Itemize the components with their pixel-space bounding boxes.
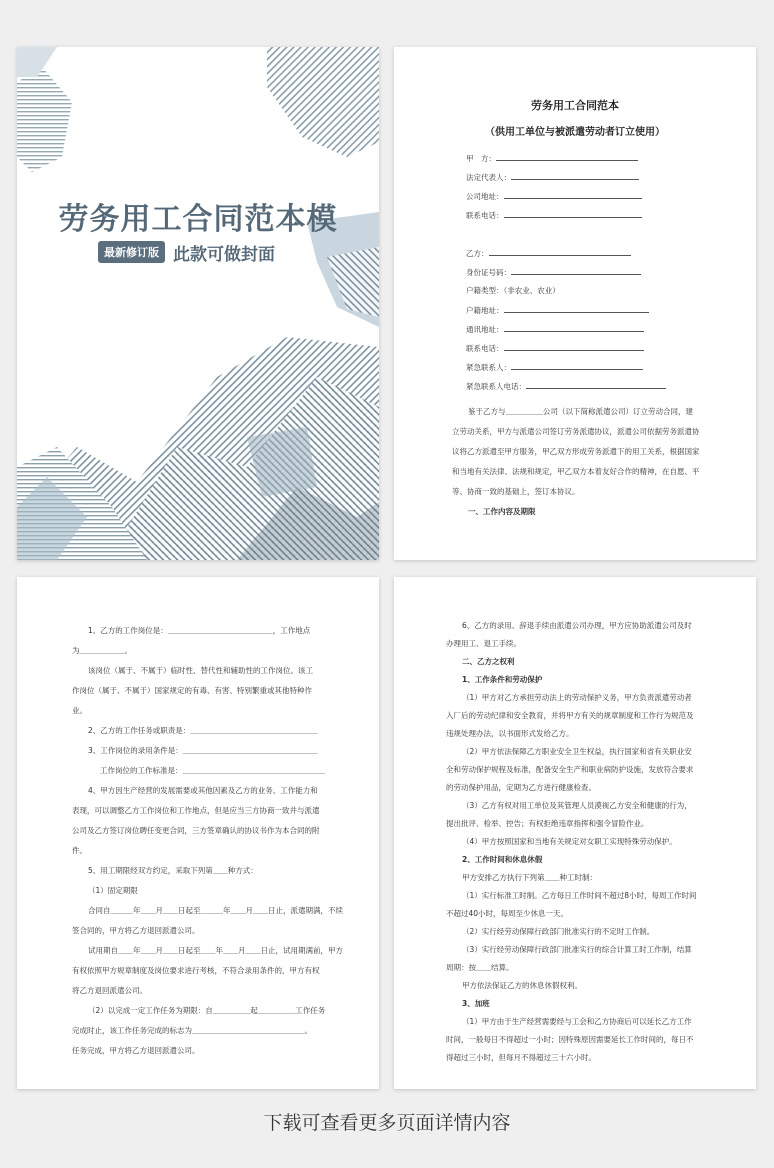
- download-hint[interactable]: 下载可查看更多页面详情内容: [263, 1112, 511, 1134]
- contract-page-2: [17, 577, 379, 1089]
- edition-badge: 最新修订版: [98, 241, 165, 263]
- section-heading: 一、工作内容及期限: [468, 507, 536, 516]
- cover-title: 劳务用工合同范本模: [58, 202, 338, 237]
- field-id-number: 身份证号码：: [466, 266, 641, 278]
- field-household-address: 户籍地址：: [466, 304, 649, 316]
- field-party-b: 乙方：: [466, 247, 631, 259]
- page3-body: 1、乙方的工作岗位是：＿＿＿＿＿＿＿＿＿＿＿＿＿＿，工作地点 为＿＿＿＿＿＿。 该岗位（属于、不属于）临时性、替代性和辅助性的工作岗位。该工 作岗位（属于、不属于）国家规定的有毒、有害、特别繁重或其他特种作 业。 2、乙方的工作任务或职责是：＿＿＿＿＿＿＿＿＿＿＿＿＿＿＿＿＿ 3、工作岗位的录用条件是：＿＿＿＿＿＿＿＿＿＿＿＿＿＿＿＿＿＿ 工作岗位的工作标准是：＿＿＿＿＿＿＿＿＿＿＿＿＿＿＿＿＿＿＿ 4、甲方因生产经营的发展需要或其他因素及乙方的业务、工作能力和 表现，可以调整乙方工作岗位和工作地点，但是应当三方协商一致并与派遣 公司及乙方签订岗位聘任变更合同，三方签章确认的协议书作为本合同的附 件。 5、用工期限经双方约定，采取下列第＿＿种方式： （1）固定期限 合同自＿＿＿年＿＿月＿＿日起至＿＿＿年＿＿月＿＿日止，派遣期满，不续 签合同的，甲方将乙方退回派遣公司。 试用期自＿＿年＿＿月＿＿日起至＿＿年＿＿月＿＿日止，试用期满前，甲方 有权依照甲方规章制度及岗位要求进行考核，不符合录用条件的，甲方有权 将乙方退回派遣公司。 （2）以完成一定工作任务为期限：自＿＿＿＿＿起＿＿＿＿＿工作任务 完成时止，该工作任务完成的标志为＿＿＿＿＿＿＿＿＿＿＿＿＿＿＿。 任务完成，甲方将乙方退回派遣公司。: [72, 626, 343, 1055]
- field-party-a: 甲 方：: [466, 152, 638, 164]
- field-mail-address: 通讯地址：: [466, 323, 644, 335]
- contract-subtitle: （供用工单位与被派遣劳动者订立使用）: [485, 127, 665, 138]
- field-emergency-contact: 紧急联系人：: [466, 361, 643, 373]
- contract-title: 劳务用工合同范本: [531, 99, 619, 112]
- field-household-type: 户籍类型：（非农业、农业）: [466, 286, 560, 295]
- cover-decoration: [17, 47, 379, 560]
- page4-body: 6、乙方的录用、辞退手续由派遣公司办理，甲方应协助派遣公司及时 办理用工、退工手续。 二、乙方之权利 1、工作条件和劳动保护 （1）甲方对乙方承担劳动法上的劳动保护义务，甲方负责派遣劳动者 入厂后的劳动纪律和安全教育，并将甲方有关的规章制度和工作行为规范及 违规处理办法，以书面形式发给乙方。 （2）甲方依法保障乙方职业安全卫生权益，执行国家和省有关职业安 全和劳动保护规程及标准，配备安全生产和职业病防护设施，发放符合要求 的劳动保护用品，定期为乙方进行健康检查。 （3）乙方有权对用工单位及其管理人员漠视乙方安全和健康的行为， 提出批评、检举、控告；有权拒绝违章指挥和强令冒险作业。 （4）甲方按照国家和当地有关规定对女职工实现特殊劳动保护。 2、工作时间和休息休假 甲方安排乙方执行下列第＿＿种工时制： （1）实行标准工时制。乙方每日工作时间不超过8小时，每周工作时间 不超过40小时，每周至少休息一天。 （2）实行经劳动保障行政部门批准实行的不定时工作制。 （3）实行经劳动保障行政部门批准实行的综合计算工时工作制，结算 周期：按＿＿结算。 甲方依法保证乙方的休息休假权利。 3、加班 （1）甲方由于生产经营需要经与工会和乙方协商后可以延长乙方工作 时间，一般每日不得超过一小时；因特殊原因需要延长工作时间的，每日不 得超过三小时，但每月不得超过三十六小时。: [446, 621, 697, 1062]
- cover-page: [17, 47, 379, 560]
- field-legal-rep: 法定代表人：: [466, 171, 639, 183]
- field-phone-b: 联系电话：: [466, 342, 644, 354]
- field-company-address: 公司地址：: [466, 190, 642, 202]
- cover-subtitle: 此款可做封面: [173, 244, 275, 265]
- contract-page-3: [394, 577, 756, 1089]
- field-emergency-phone: 紧急联系人电话：: [466, 380, 666, 392]
- field-phone-a: 联系电话：: [466, 209, 642, 221]
- contract-intro: 鉴于乙方与＿＿＿＿＿公司（以下简称派遣公司）订立劳动合同，建 立劳动关系，甲方与派遣公司签订劳务派遣协议，派遣公司依据劳务派遣协 议将乙方派遣至甲方服务，甲乙双方形成劳务派遣下的用工关系，根据国家 和当地有关法律、法规和规定，甲乙双方本着友好合作的精神，在自愿、平 等、协商一致的基础上，签订本协议。 一、工作内容及期限: [452, 402, 712, 522]
- contract-page-1: [394, 47, 756, 560]
- cover-subtitle-row: [98, 240, 275, 264]
